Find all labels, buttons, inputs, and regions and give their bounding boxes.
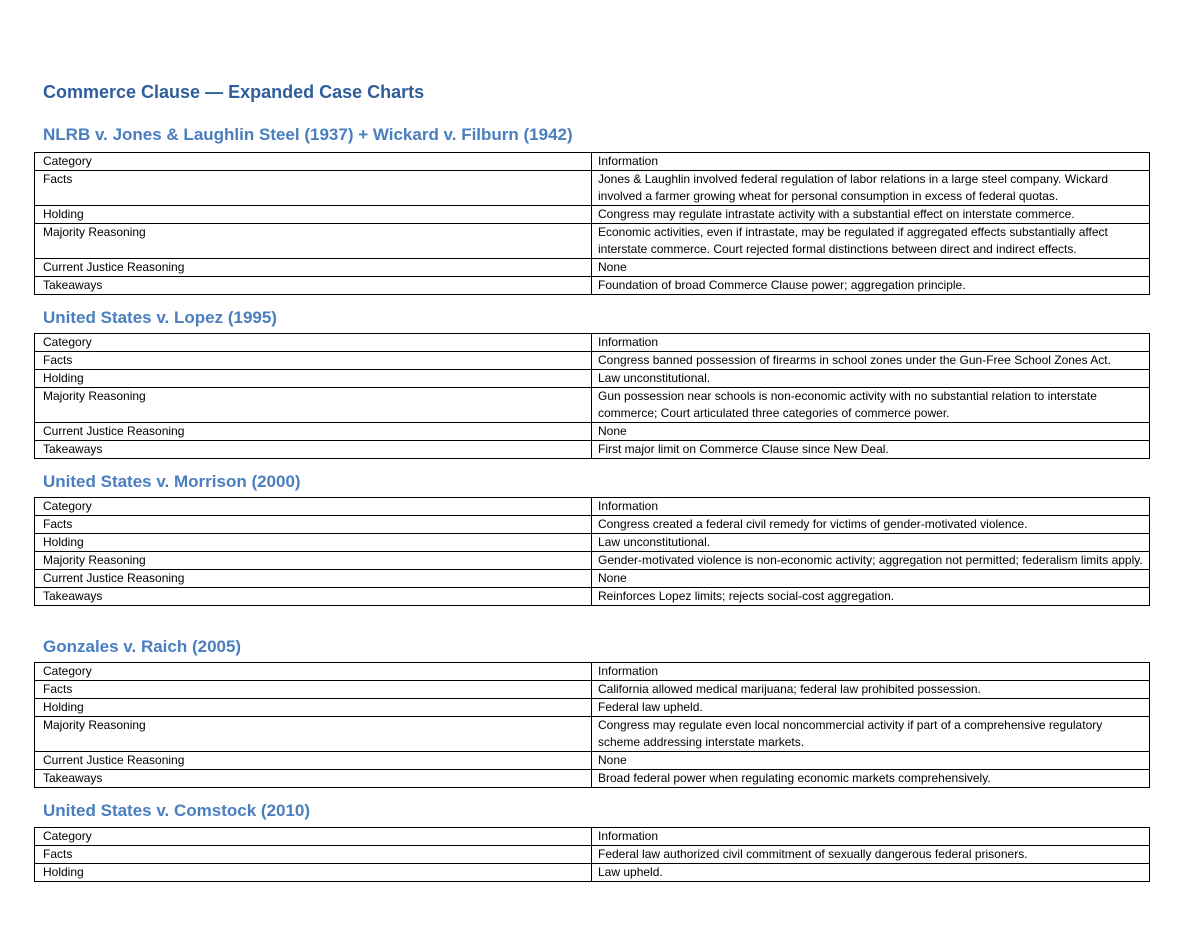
- information-cell: Federal law authorized civil commitment of sexually dangerous federal prisoners.: [592, 846, 1150, 864]
- case-heading: NLRB v. Jones & Laughlin Steel (1937) + Wickard v. Filburn (1942): [43, 125, 573, 144]
- information-cell: Congress may regulate intrastate activity with a substantial effect on interstate commerce.: [592, 206, 1150, 224]
- header-information-cell: Information: [592, 663, 1150, 681]
- header-category-cell: Category: [35, 334, 592, 352]
- information-cell: Broad federal power when regulating economic markets comprehensively.: [592, 770, 1150, 788]
- information-cell: Congress may regulate even local noncommercial activity if part of a comprehensive regulatory scheme addressing interstate markets.: [592, 717, 1150, 752]
- header-information-cell: Information: [592, 498, 1150, 516]
- case-table: [34, 152, 1150, 295]
- table-row: [35, 681, 1150, 699]
- information-cell: None: [592, 570, 1150, 588]
- category-cell: Holding: [35, 206, 592, 224]
- category-cell: Majority Reasoning: [35, 552, 592, 570]
- document-title: Commerce Clause — Expanded Case Charts: [43, 82, 425, 102]
- information-cell: Federal law upheld.: [592, 699, 1150, 717]
- category-cell: Takeaways: [35, 441, 592, 459]
- table-header-row: [35, 663, 1150, 681]
- table-row: [35, 441, 1150, 459]
- category-cell: Holding: [35, 534, 592, 552]
- table-row: [35, 206, 1150, 224]
- category-cell: Holding: [35, 699, 592, 717]
- header-category-cell: Category: [35, 153, 592, 171]
- table-row: [35, 552, 1150, 570]
- header-information-cell: Information: [592, 828, 1150, 846]
- information-cell: Congress banned possession of firearms in school zones under the Gun-Free School Zones Act.: [592, 352, 1150, 370]
- category-cell: Facts: [35, 516, 592, 534]
- case-heading: United States v. Lopez (1995): [43, 308, 277, 327]
- table-row: [35, 864, 1150, 882]
- table-row: [35, 259, 1150, 277]
- table-row: [35, 699, 1150, 717]
- category-cell: Facts: [35, 681, 592, 699]
- table-row: [35, 752, 1150, 770]
- table-row: [35, 570, 1150, 588]
- table-row: [35, 534, 1150, 552]
- information-cell: Reinforces Lopez limits; rejects social-cost aggregation.: [592, 588, 1150, 606]
- table-row: [35, 352, 1150, 370]
- category-cell: Facts: [35, 171, 592, 206]
- category-cell: Majority Reasoning: [35, 717, 592, 752]
- table-header-row: [35, 828, 1150, 846]
- header-category-cell: Category: [35, 663, 592, 681]
- information-cell: None: [592, 259, 1150, 277]
- header-category-cell: Category: [35, 828, 592, 846]
- case-heading: United States v. Morrison (2000): [43, 472, 301, 491]
- information-cell: Law unconstitutional.: [592, 534, 1150, 552]
- table-header-row: [35, 153, 1150, 171]
- table-row: [35, 423, 1150, 441]
- information-cell: California allowed medical marijuana; federal law prohibited possession.: [592, 681, 1150, 699]
- information-cell: Economic activities, even if intrastate, may be regulated if aggregated effects substantially affect interstate commerce. Court rejected formal distinctions between direct and indirect effects.: [592, 224, 1150, 259]
- table-row: [35, 717, 1150, 752]
- category-cell: Takeaways: [35, 770, 592, 788]
- information-cell: None: [592, 752, 1150, 770]
- category-cell: Facts: [35, 846, 592, 864]
- case-heading: Gonzales v. Raich (2005): [43, 637, 242, 656]
- information-cell: Gender-motivated violence is non-economic activity; aggregation not permitted; federalism limits apply.: [592, 552, 1150, 570]
- information-cell: Gun possession near schools is non-economic activity with no substantial relation to interstate commerce; Court articulated three categories of commerce power.: [592, 388, 1150, 423]
- category-cell: Current Justice Reasoning: [35, 423, 592, 441]
- information-cell: First major limit on Commerce Clause since New Deal.: [592, 441, 1150, 459]
- category-cell: Takeaways: [35, 588, 592, 606]
- case-heading: United States v. Comstock (2010): [43, 801, 311, 820]
- table-row: [35, 171, 1150, 206]
- category-cell: Takeaways: [35, 277, 592, 295]
- information-cell: Congress created a federal civil remedy for victims of gender-motivated violence.: [592, 516, 1150, 534]
- table-row: [35, 388, 1150, 423]
- case-table: [34, 497, 1150, 606]
- case-table: [34, 662, 1150, 788]
- table-header-row: [35, 498, 1150, 516]
- case-table: [34, 333, 1150, 459]
- category-cell: Holding: [35, 864, 592, 882]
- table-row: [35, 516, 1150, 534]
- category-cell: Current Justice Reasoning: [35, 752, 592, 770]
- header-category-cell: Category: [35, 498, 592, 516]
- table-row: [35, 846, 1150, 864]
- information-cell: Law upheld.: [592, 864, 1150, 882]
- table-row: [35, 277, 1150, 295]
- table-header-row: [35, 334, 1150, 352]
- header-information-cell: Information: [592, 334, 1150, 352]
- category-cell: Holding: [35, 370, 592, 388]
- category-cell: Current Justice Reasoning: [35, 259, 592, 277]
- information-cell: Foundation of broad Commerce Clause power; aggregation principle.: [592, 277, 1150, 295]
- category-cell: Facts: [35, 352, 592, 370]
- category-cell: Majority Reasoning: [35, 388, 592, 423]
- category-cell: Current Justice Reasoning: [35, 570, 592, 588]
- information-cell: None: [592, 423, 1150, 441]
- information-cell: Jones & Laughlin involved federal regulation of labor relations in a large steel company. Wickard involved a farmer growing wheat for personal consumption in excess of federal quotas.: [592, 171, 1150, 206]
- case-table: [34, 827, 1150, 882]
- table-row: [35, 224, 1150, 259]
- category-cell: Majority Reasoning: [35, 224, 592, 259]
- information-cell: Law unconstitutional.: [592, 370, 1150, 388]
- table-row: [35, 370, 1150, 388]
- header-information-cell: Information: [592, 153, 1150, 171]
- table-row: [35, 588, 1150, 606]
- table-row: [35, 770, 1150, 788]
